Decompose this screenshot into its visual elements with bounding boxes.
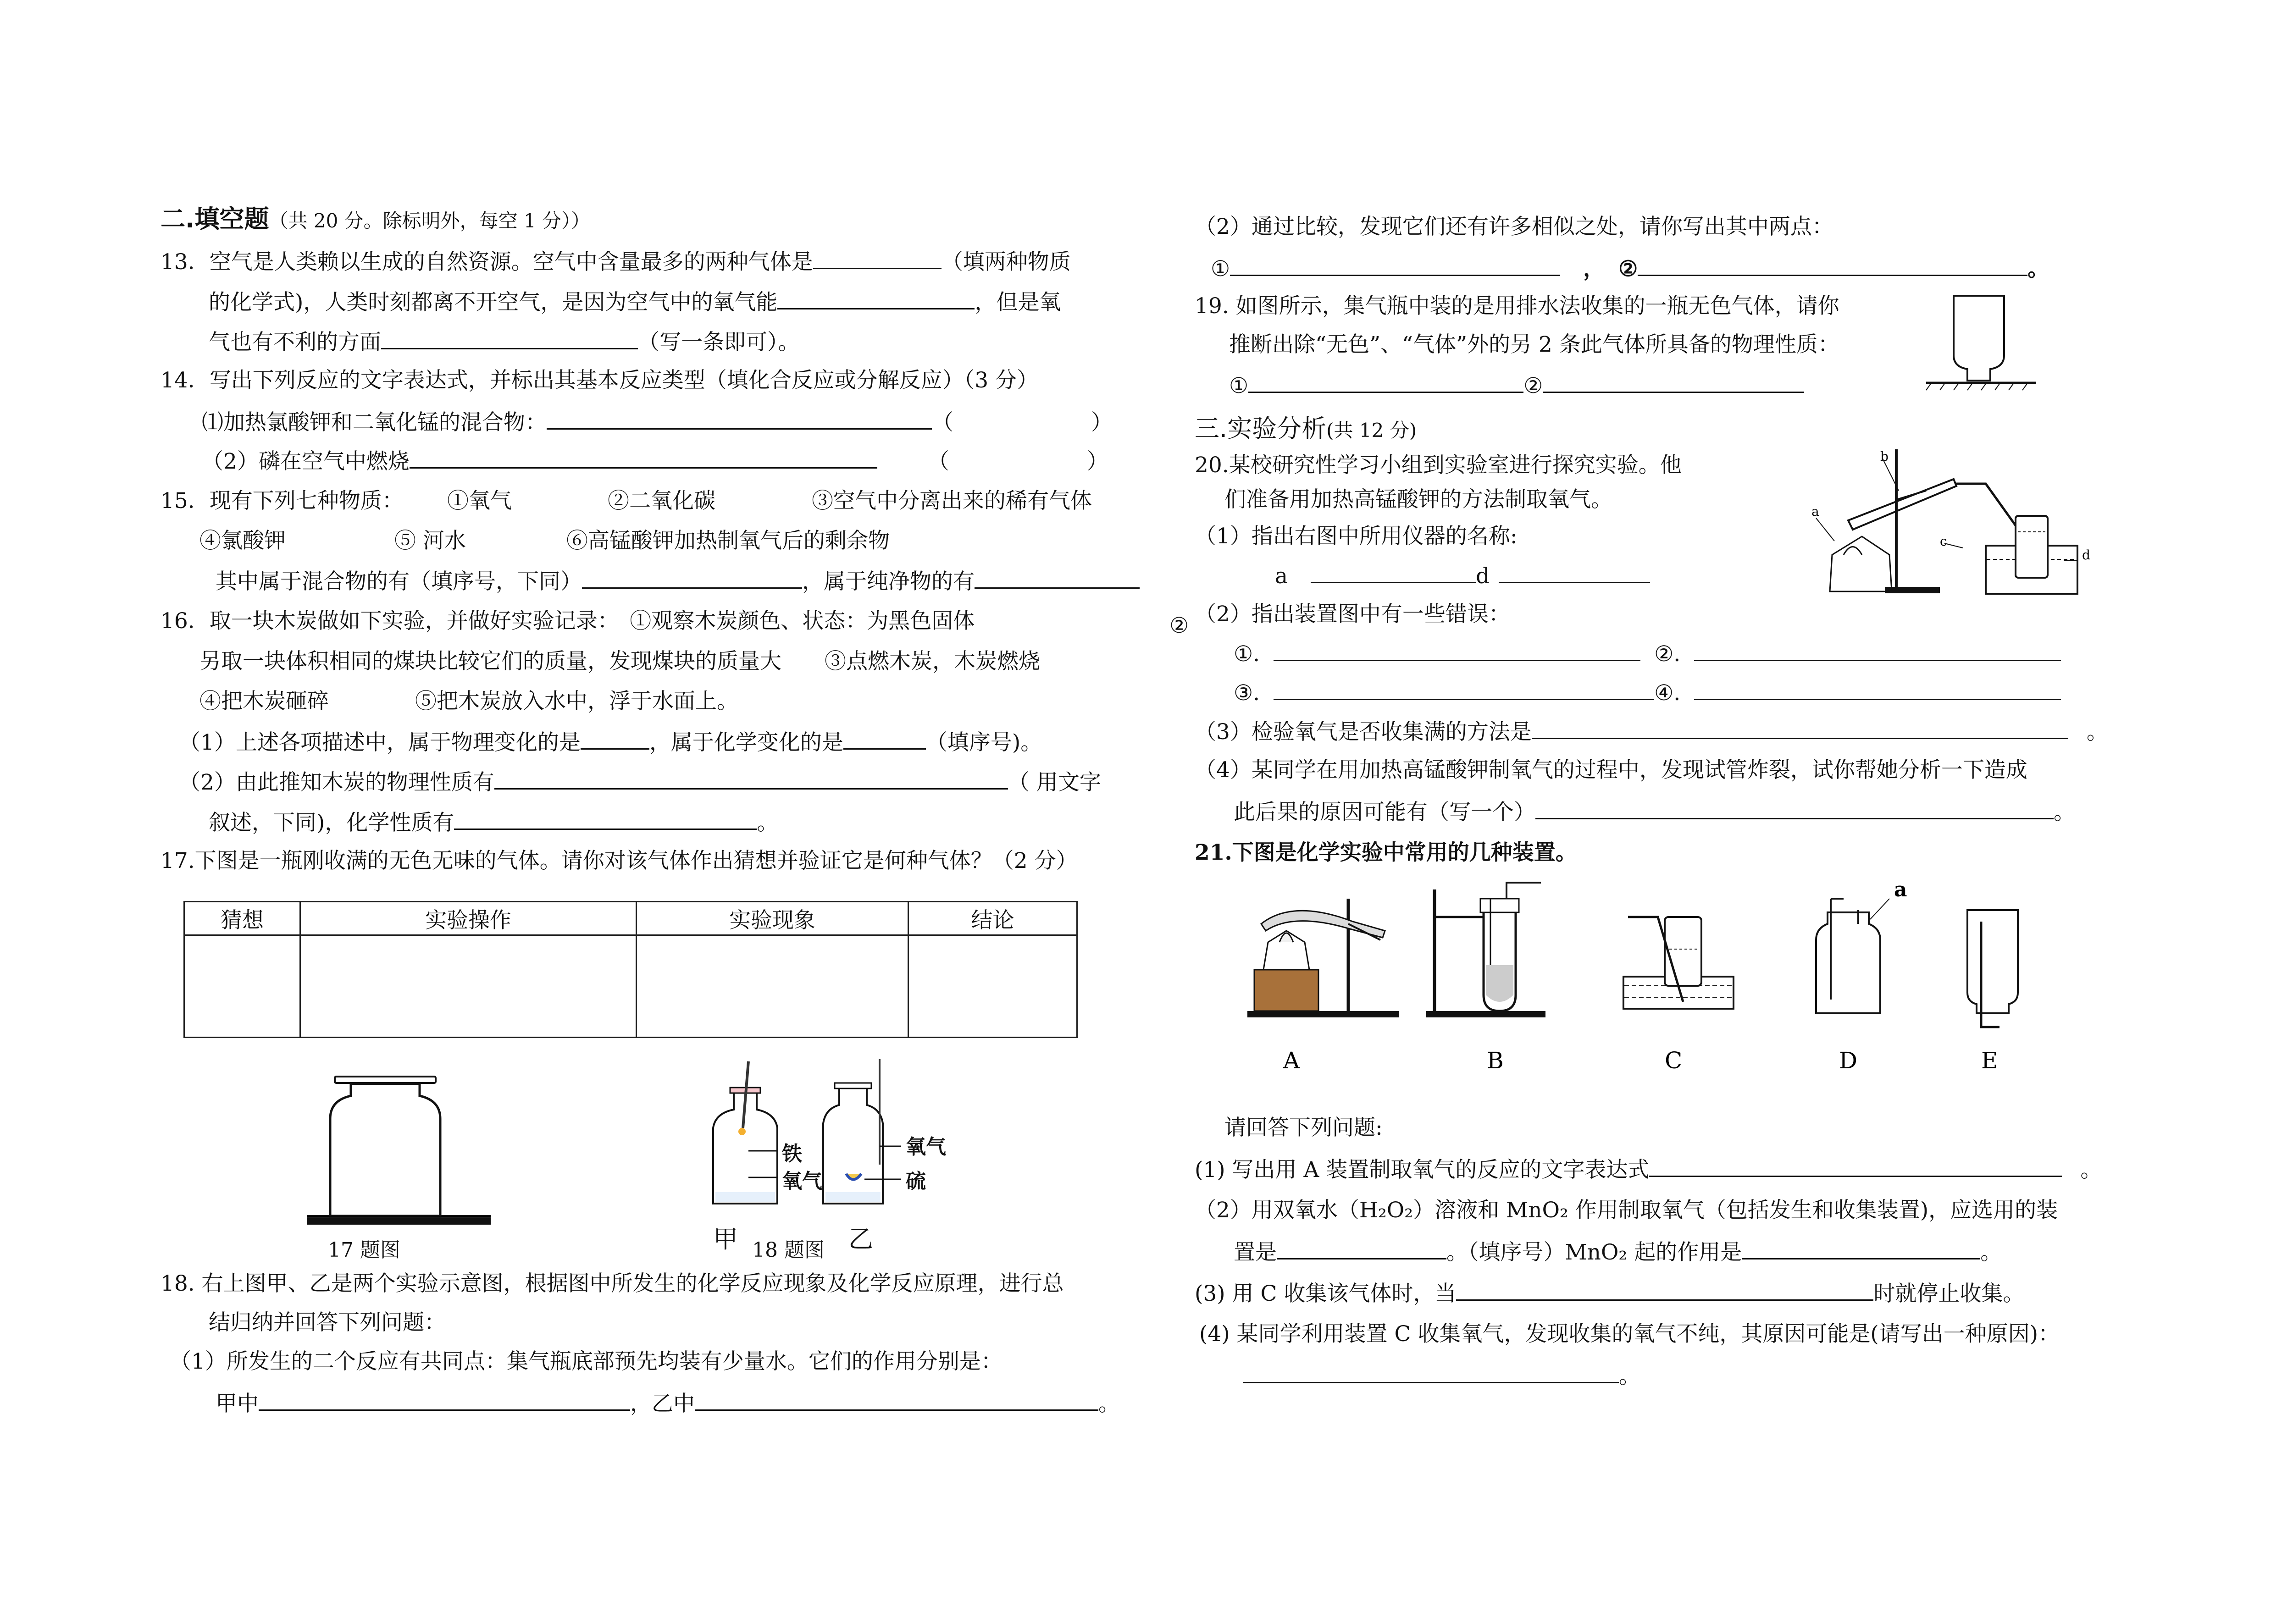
q21-blank-2[interactable] xyxy=(1277,1238,1446,1259)
q20-line-3: （1）指出右图中所用仪器的名称: xyxy=(1195,524,1518,549)
q20-line-7 xyxy=(1234,679,2061,707)
label-d: d xyxy=(1476,563,1490,589)
q21-text: 置是 xyxy=(1234,1240,1277,1265)
period: 。 xyxy=(2086,719,2108,745)
q13-text: ，但是氧 xyxy=(975,290,1061,315)
q21-text: (3) 用 C 收集该气体时，当 xyxy=(1195,1281,1457,1306)
q19-line-1: 19. 如图所示，集气瓶中装的是用排水法收集的一瓶无色气体，请你 xyxy=(1195,293,1839,319)
apparatus-e xyxy=(1967,910,2018,1074)
q16-text: （ 用文字 xyxy=(1008,770,1101,795)
table-header-conclusion: 结论 xyxy=(908,902,1077,935)
q15-text: ，属于纯净物的有 xyxy=(802,569,975,594)
q21-line-7: (4) 某同学利用装置 C 收集氧气，发现收集的氧气不纯，其原因可能是(请写出一种原因)： xyxy=(1199,1321,2060,1347)
q20-text: 此后果的原因可能有（写一个） xyxy=(1234,800,1535,825)
q14-blank-1[interactable] xyxy=(547,408,932,430)
q20-line-9: （4）某同学在用加热高锰酸钾制氧气的过程中，发现试管炸裂，试你帮她分析一下造成 xyxy=(1195,757,2027,783)
q16-blank-4[interactable] xyxy=(454,808,757,830)
q14-text: （2）磷在空气中燃烧 xyxy=(202,449,410,474)
svg-text:b: b xyxy=(1880,449,1889,464)
q21-text: 。（填序号）MnO₂ 起的作用是 xyxy=(1446,1240,1742,1265)
q18-line-4 xyxy=(216,1389,1120,1418)
q16-line-4 xyxy=(179,728,1042,757)
svg-text:D: D xyxy=(1839,1047,1858,1074)
q20-error-blank-1[interactable] xyxy=(1274,640,1640,661)
circle-2: ② xyxy=(1523,373,1543,398)
circle-1: ① xyxy=(1229,373,1249,398)
paren: （ xyxy=(932,410,953,435)
q16-circle-2-stray: ② xyxy=(1169,613,1189,638)
period: 。 xyxy=(2054,800,2075,825)
q21-blank-4[interactable] xyxy=(1456,1279,1873,1301)
q19-line-3 xyxy=(1229,371,1804,400)
fig17-caption: 17 题图 xyxy=(328,1238,400,1262)
q18-line-3: （1）所发生的二个反应有共同点：集气瓶底部预先均装有少量水。它们的作用分别是： xyxy=(170,1349,1002,1374)
svg-text:a: a xyxy=(1894,880,1907,901)
q21-blank-3[interactable] xyxy=(1742,1238,1980,1259)
q18-2-blank-2[interactable] xyxy=(1638,254,2027,276)
q13-line-3 xyxy=(209,328,800,356)
answer-cell-conclusion[interactable] xyxy=(908,935,1077,1038)
q16-line-3: ④把木炭砸碎 ⑤把木炭放入水中，浮于水面上。 xyxy=(199,689,738,714)
q19-blank-1[interactable] xyxy=(1248,371,1523,393)
q18-line-2: 结归纳并回答下列问题： xyxy=(209,1310,446,1335)
q13-line-1 xyxy=(161,248,1071,276)
label-c2: ②. xyxy=(1654,641,1681,667)
q16-line-2: 另取一块体积相同的煤块比较它们的质量，发现煤块的质量大 ③点燃木炭，木炭燃烧 xyxy=(199,649,1040,674)
q13-blank-3[interactable] xyxy=(381,328,638,349)
q16-text: （2）由此推知木炭的物理性质有 xyxy=(179,770,494,795)
q13-text: 的化学式)，人类时刻都离不开空气，是因为空气中的氧气能 xyxy=(209,290,778,315)
fig18-label-jia: 甲 xyxy=(713,1225,738,1254)
section-3-header xyxy=(1195,415,1417,444)
q16-text: （1）上述各项描述中，属于物理变化的是 xyxy=(179,730,581,755)
table-header-operation: 实验操作 xyxy=(300,902,637,935)
fig20-apparatus xyxy=(1789,440,2128,601)
table-header-guess: 猜想 xyxy=(184,902,300,935)
svg-text:B: B xyxy=(1487,1047,1504,1074)
q21-line-5 xyxy=(1234,1238,2002,1266)
paren: （ xyxy=(927,449,949,474)
section-2-header xyxy=(161,205,590,235)
q21-text: (1) 写出用 A 装置制取氧气的反应的文字表达式 xyxy=(1195,1157,1650,1182)
q15-item-1: ①氧气 xyxy=(447,488,512,514)
q19-line-2: 推断出除“无色”、“气体”外的另 2 条此气体所具备的物理性质： xyxy=(1229,332,1839,357)
q18-2-line-1: （2）通过比较，发现它们还有许多相似之处，请你写出其中两点： xyxy=(1195,214,1833,239)
q20-line-5: （2）指出装置图中有一些错误： xyxy=(1195,602,1510,627)
q13-text: 气也有不利的方面 xyxy=(209,330,381,355)
svg-text:A: A xyxy=(1283,1047,1300,1074)
q21-line-3 xyxy=(1195,1155,2102,1184)
period: 。 xyxy=(1619,1364,1640,1389)
q15-text: 15．现有下列七种物质： xyxy=(161,488,404,514)
fig18-label-yangqi-jia: 氧气 xyxy=(782,1170,822,1193)
fig18-label-tie: 铁 xyxy=(782,1142,802,1166)
q14-line-3 xyxy=(202,447,1108,475)
q15-item-6: ⑥高锰酸钾加热制氧气后的剩余物 xyxy=(566,528,890,553)
q16-line-1: 16．取一块木炭做如下实验，并做好实验记录： ①观察木炭颜色、状态：为黑色固体 xyxy=(161,608,975,634)
q13-blank-1[interactable] xyxy=(813,248,942,269)
q15-blank-2[interactable] xyxy=(975,567,1140,589)
fig19-inverted-bottle xyxy=(1922,287,2041,392)
q15-line-1 xyxy=(161,487,404,515)
q17-table xyxy=(183,901,1078,1038)
q13-line-2 xyxy=(209,288,1061,316)
q18-text: ，乙中 xyxy=(630,1391,695,1416)
q15-item-5: ⑤ 河水 xyxy=(394,528,466,553)
comma: ， xyxy=(1583,256,1605,282)
section-2-title: 二.填空题 xyxy=(161,204,269,233)
q16-line-6 xyxy=(209,808,778,837)
fig21-apparatus xyxy=(1229,880,2100,1082)
fig18-label-yi: 乙 xyxy=(848,1225,873,1254)
q21-line-1 xyxy=(1195,839,1577,867)
q15-blank-1[interactable] xyxy=(582,567,802,589)
paren: ） xyxy=(1091,410,1113,435)
q17-table-header xyxy=(184,902,1077,935)
period: 。 xyxy=(1980,1240,2002,1265)
q13-blank-2[interactable] xyxy=(777,288,975,309)
answer-cell-phenomenon[interactable] xyxy=(637,935,908,1038)
apparatus-c xyxy=(1623,917,1734,1074)
q21-line-2: 请回答下列问题: xyxy=(1224,1115,1383,1140)
label-c4: ④. xyxy=(1654,680,1681,706)
section-2-note: （共 20 分。除标明外，每空 1 分）） xyxy=(269,210,591,232)
q21-line-8 xyxy=(1243,1362,1640,1390)
q16-text: ，属于化学变化的是 xyxy=(649,730,843,755)
apparatus-b xyxy=(1426,883,1545,1074)
label-c3: ③. xyxy=(1234,680,1260,706)
circle-1: ① xyxy=(1211,256,1230,282)
q17-table-answer-row xyxy=(184,935,1077,1038)
q20-error-blank-4[interactable] xyxy=(1694,679,2061,700)
label-c1: ①. xyxy=(1234,641,1260,667)
q20-blank-a[interactable] xyxy=(1311,562,1476,583)
svg-text:E: E xyxy=(1981,1047,1998,1074)
q16-line-5 xyxy=(179,768,1101,796)
q20-line-10 xyxy=(1234,798,2075,826)
q15-item-2: ②二氧化碳 xyxy=(608,488,715,514)
section-3-title: 三.实验分析 xyxy=(1195,414,1327,443)
apparatus-d xyxy=(1816,880,1907,1074)
q18-text: 甲中 xyxy=(216,1391,259,1416)
circle-2: ② xyxy=(1618,256,1638,282)
period: 。 xyxy=(2027,256,2049,282)
q16-text: （填序号)。 xyxy=(925,730,1042,755)
fig18-label-yangqi-yi: 氧气 xyxy=(906,1135,946,1159)
q15-item-3: ③空气中分离出来的稀有气体 xyxy=(812,488,1092,514)
q18-line-1: 18. 右上图甲、乙是两个实验示意图，根据图中所发生的化学反应现象及化学反应原理，进行总 xyxy=(161,1271,1064,1296)
q15-item-4: ④氯酸钾 xyxy=(199,528,286,553)
q18-2-blank-1[interactable] xyxy=(1230,254,1560,276)
q15-line-3 xyxy=(216,567,1140,596)
q13-text: 13．空气是人类赖以生成的自然资源。空气中含量最多的两种气体是 xyxy=(161,249,813,275)
fig18-caption: 18 题图 xyxy=(752,1238,825,1262)
q14-blank-2[interactable] xyxy=(410,447,877,469)
q20-line-2: 们准备用加热高锰酸钾的方法制取氧气。 xyxy=(1224,487,1612,512)
q20-blank-reason[interactable] xyxy=(1535,798,2054,819)
period: 。 xyxy=(2080,1157,2102,1182)
right-column xyxy=(1169,0,2293,1624)
q18-blank-jia[interactable] xyxy=(259,1389,630,1411)
q16-blank-2[interactable] xyxy=(843,728,926,750)
svg-text:d: d xyxy=(2082,547,2090,563)
q16-text: 叙述，下同)，化学性质有 xyxy=(209,810,454,835)
fig18-label-liu: 硫 xyxy=(906,1170,926,1193)
q13-text: （写一条即可）。 xyxy=(638,330,800,355)
q20-line-6 xyxy=(1234,640,2061,668)
q17-line-1: 17.下图是一瓶刚收满的无色无味的气体。请你对该气体作出猜想并验证它是何种气体？（2 分） xyxy=(161,848,1078,873)
q18-2-line-2 xyxy=(1211,254,2049,283)
q21-line-4: （2）用双氧水（H₂O₂）溶液和 MnO₂ 作用制取氧气（包括发生和收集装置)，应选用的装 xyxy=(1195,1198,2058,1223)
label-a: a xyxy=(1275,563,1288,589)
q14-line-2 xyxy=(202,408,1207,436)
section-3-note: (共 12 分) xyxy=(1326,419,1417,442)
q20-line-4 xyxy=(1275,562,1650,590)
q20-error-blank-3[interactable] xyxy=(1274,679,1654,700)
q21-text: 时就停止收集。 xyxy=(1873,1281,2025,1306)
svg-text:C: C xyxy=(1665,1047,1683,1074)
q16-blank-3[interactable] xyxy=(494,768,1008,790)
q14-line-1: 14．写出下列反应的文字表达式，并标出其基本反应类型（填化合反应或分解反应）（3 分） xyxy=(161,368,1039,393)
q21-blank-1[interactable] xyxy=(1649,1155,2062,1177)
q18-text: 。 xyxy=(1098,1391,1120,1416)
q16-blank-1[interactable] xyxy=(581,728,649,750)
q15-text: 其中属于混合物的有（填序号，下同） xyxy=(216,569,582,594)
answer-cell-operation[interactable] xyxy=(300,935,637,1038)
apparatus-a xyxy=(1247,899,1399,1074)
fig17-gas-bottle xyxy=(303,1068,495,1243)
svg-text:c: c xyxy=(1940,534,1947,549)
q20-blank-d[interactable] xyxy=(1499,562,1650,583)
q20-line-8 xyxy=(1195,718,2108,746)
table-header-phenomenon: 实验现象 xyxy=(637,902,908,935)
q13-text: （填两种物质 xyxy=(941,249,1071,275)
q20-blank-check[interactable] xyxy=(1532,718,2068,739)
q20-line-1: 20.某校研究性学习小组到实验室进行探究实验。他 xyxy=(1195,453,1682,478)
q19-blank-2[interactable] xyxy=(1543,371,1804,393)
q18-blank-yi[interactable] xyxy=(695,1389,1098,1411)
paren: ） xyxy=(1086,449,1108,474)
answer-cell-guess[interactable] xyxy=(184,935,300,1038)
q20-error-blank-2[interactable] xyxy=(1694,640,2061,661)
q16-text: 。 xyxy=(757,810,779,835)
svg-text:a: a xyxy=(1811,504,1819,519)
q14-text: ⑴加热氯酸钾和二氧化锰的混合物： xyxy=(202,410,547,435)
q21-line-6 xyxy=(1195,1279,2024,1308)
q21-text: 21.下图是化学实验中常用的几种装置。 xyxy=(1195,840,1577,865)
q21-blank-5[interactable] xyxy=(1243,1362,1619,1383)
q20-text: （3）检验氧气是否收集满的方法是 xyxy=(1195,719,1532,745)
